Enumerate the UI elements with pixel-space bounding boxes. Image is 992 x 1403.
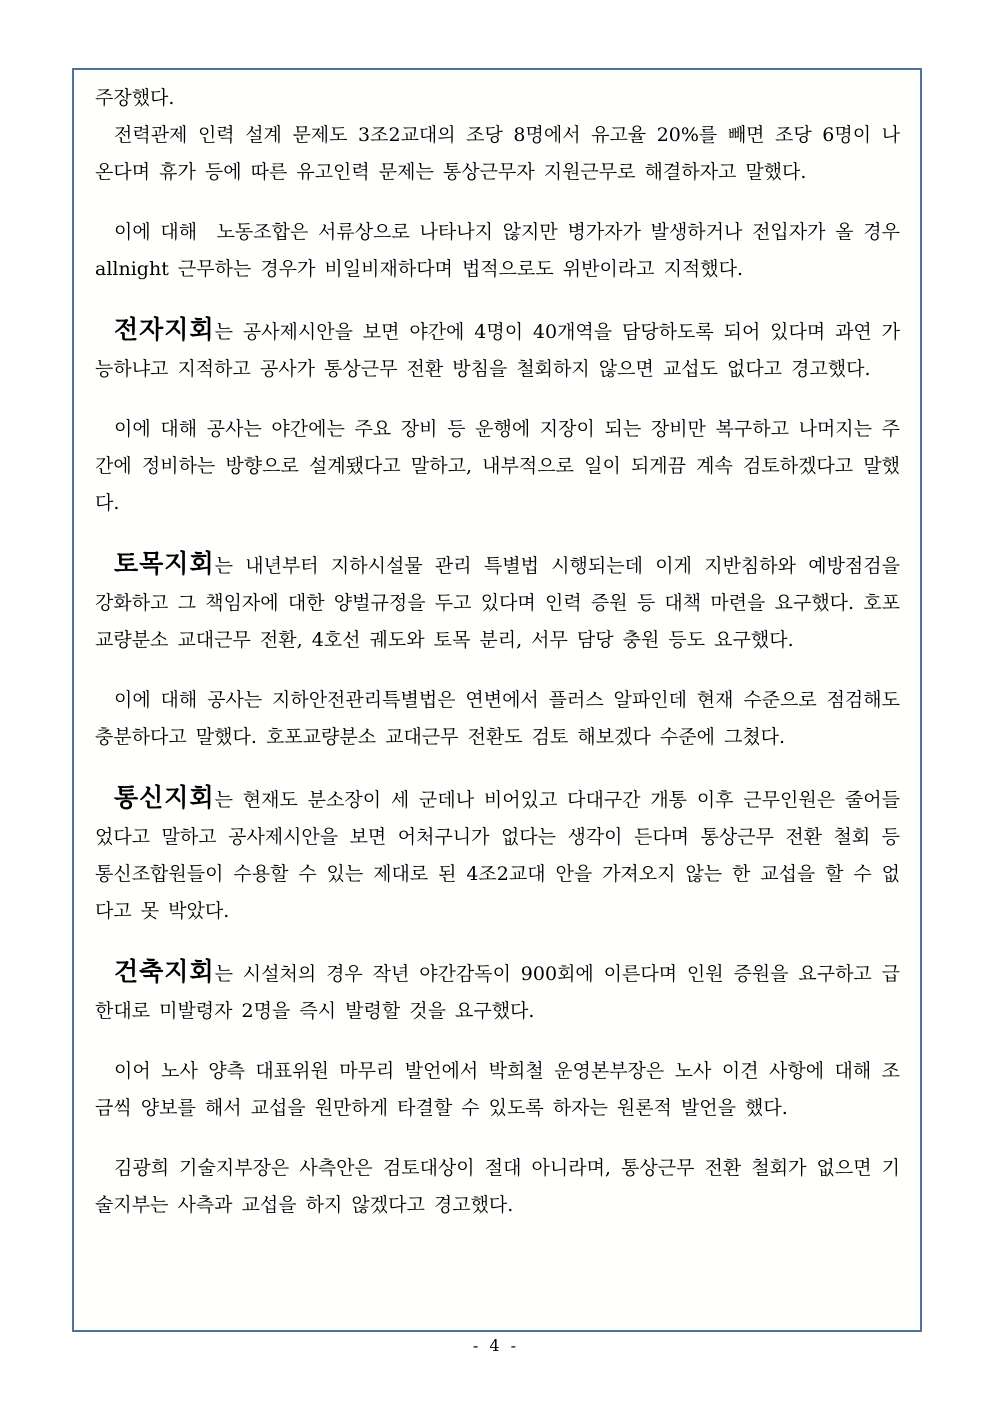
- section-heading: 토목지회: [114, 549, 215, 578]
- paragraph-text: 김광희 기술지부장은 사측안은 검토대상이 절대 아니라며, 통상근무 전환 철회가 없으면 기술지부는 사측과 교섭을 하지 않겠다고 경고했다.: [95, 1157, 900, 1216]
- paragraph-corporation-response-night-equipment: [95, 411, 900, 522]
- paragraph-text: 는 공사제시안을 보면 야간에 4명이 40개역을 담당하도록 되어 있다며 과연 가능하냐고 지적하고 공사가 통상근무 전환 방침을 철회하지 않으면 교섭도 없다고 경고했다.: [95, 321, 900, 380]
- paragraph-power-control-staffing: [95, 117, 900, 191]
- paragraph-text: 이에 대해 노동조합은 서류상으로 나타나지 않지만 병가자가 발생하거나 전입자가 올 경우 allnight 근무하는 경우가 비일비재하다며 법적으로도 위반이라고 지적했다.: [95, 221, 910, 280]
- section-heading: 건축지회: [114, 957, 215, 986]
- section-heading: 통신지회: [114, 783, 215, 812]
- document-border-box: [72, 68, 922, 1332]
- section-heading: 전자지회: [114, 315, 215, 344]
- paragraph-text: 이에 대해 공사는 지하안전관리특별법은 연변에서 플러스 알파인데 현재 수준으로 점검해도 충분하다고 말했다. 호포교량분소 교대근무 전환도 검토 해보겠다 수준에 그쳤다.: [95, 689, 910, 748]
- paragraph-text: 이어 노사 양측 대표위원 마무리 발언에서 박희철 운영본부장은 노사 이견 사항에 대해 조금씩 양보를 해서 교섭을 원만하게 타결할 수 있도록 하자는 원론적 발언을 했다.: [95, 1060, 900, 1119]
- document-body: [74, 70, 920, 1224]
- paragraph-electronics-chapter: [95, 311, 900, 388]
- paragraph-text: 전력관제 인력 설계 문제도 3조2교대의 조당 8명에서 유고율 20%를 빼면 조당 6명이 나온다며 휴가 등에 따른 유고인력 문제는 통상근무자 지원근무로 해결하자고 말했다.: [95, 124, 900, 183]
- paragraph-union-response-allnight: [95, 214, 910, 288]
- paragraph-closing-remarks-management: [95, 1053, 900, 1127]
- paragraph-corporation-response-underground-safety: [95, 682, 910, 756]
- page-number: - 4 -: [472, 1336, 520, 1355]
- paragraph-text: 이에 대해 공사는 야간에는 주요 장비 등 운행에 지장이 되는 장비만 복구하고 나머지는 주간에 정비하는 방향으로 설계됐다고 말하고, 내부적으로 일이 되게끔 계속 검토하겠다고 말했다.: [95, 418, 900, 514]
- paragraph-closing-remarks-union: [95, 1150, 900, 1224]
- paragraph-text: 는 시설처의 경우 작년 야간감독이 900회에 이른다며 인원 증원을 요구하고 급한대로 미발령자 2명을 즉시 발령할 것을 요구했다.: [95, 963, 900, 1022]
- paragraph-text: 는 현재도 분소장이 세 군데나 비어있고 다대구간 개통 이후 근무인원은 줄어들었다고 말하고 공사제시안을 보면 어처구니가 없다는 생각이 든다며 통상근무 전환 철회 등 통신조합원들이 수용할 수 있는 제대로 된 4조2교대 안을 가져오지 않는 한 교섭을 할 수 없다고 못 박았다.: [95, 789, 910, 922]
- paragraph-telecom-chapter: [95, 779, 910, 930]
- paragraph-architecture-chapter: [95, 953, 900, 1030]
- paragraph-continuation: [95, 80, 900, 117]
- paragraph-text: 주장했다.: [95, 87, 175, 109]
- paragraph-text: 는 내년부터 지하시설물 관리 특별법 시행되는데 이게 지반침하와 예방점검을 강화하고 그 책임자에 대한 양벌규정을 두고 있다며 인력 증원 등 대책 마련을 요구했다. 호포교량분소 교대근무 전환, 4호선 궤도와 토목 분리, 서무 담당 충원 등도 요구했다.: [95, 555, 910, 651]
- paragraph-civil-chapter: [95, 545, 910, 659]
